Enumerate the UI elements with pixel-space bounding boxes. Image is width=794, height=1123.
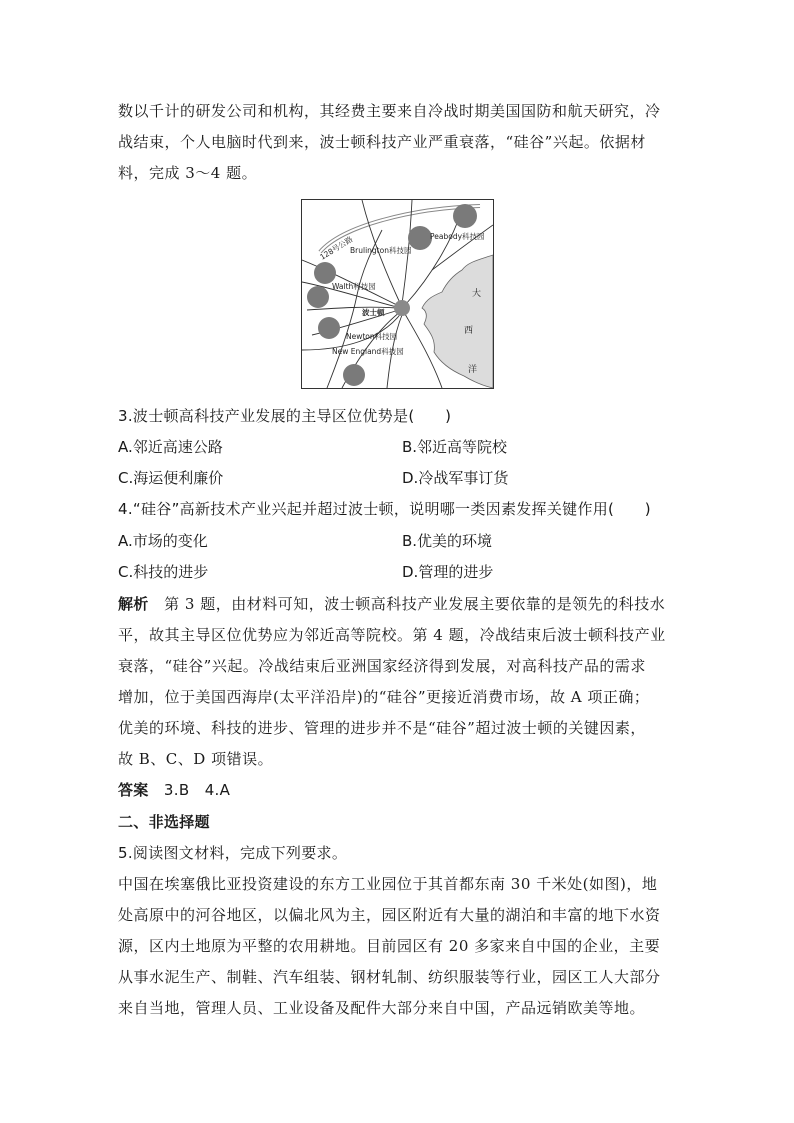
analysis-line-1	[118, 593, 665, 614]
q3-option-c: C.海运便利廉价	[118, 469, 224, 487]
boston-tech-park-map	[301, 199, 494, 389]
label-highway: 128号公路	[318, 234, 355, 262]
q3-option-a: A.邻近高速公路	[118, 438, 223, 456]
label-ocean-3: 洋	[468, 365, 478, 375]
label-peabody: Peabody科技园	[430, 232, 485, 241]
analysis-text-1: 第 3 题，由材料可知，波士顿高科技产业发展主要依靠的是领先的科技水	[148, 595, 666, 613]
label-newton: Newton科技园	[346, 332, 398, 341]
analysis-line-5: 优美的环境、科技的进步、管理的进步并不是“硅谷”超过波士顿的关键因素，	[118, 719, 646, 737]
analysis-line-3: 衰落，“硅谷”兴起。冷战结束后亚洲国家经济得到发展，对高科技产品的需求	[118, 657, 646, 675]
q4-stem: 4.“硅谷”高新技术产业兴起并超过波士顿，说明哪一类因素发挥关键作用( )	[118, 500, 651, 518]
boston-city-dot	[394, 300, 410, 316]
q5-material-line-4: 从事水泥生产、制鞋、汽车组装、钢材轧制、纺织服装等行业，园区工人大部分	[118, 968, 661, 986]
label-brulington: Brulington科技园	[350, 246, 412, 255]
q5-material-line-3: 源，区内土地原为平整的农用耕地。目前园区有 20 多家来自中国的企业，主要	[118, 937, 661, 955]
q5-material-line-1: 中国在埃塞俄比亚投资建设的东方工业园位于其首都东南 30 千米处(如图)，地	[118, 875, 658, 893]
answer-line	[118, 779, 230, 800]
label-ocean-2: 西	[464, 326, 474, 336]
map-drawing	[302, 200, 493, 388]
label-boston: 波士顿	[362, 308, 385, 317]
analysis-line-4: 增加，位于美国西海岸(太平洋沿岸)的“硅谷”更接近消费市场，故 A 项正确；	[118, 688, 650, 706]
q3-option-d: D.冷战军事订货	[402, 469, 509, 487]
ocean-area	[422, 255, 493, 388]
label-newengland: New England科技园	[332, 347, 404, 356]
label-walth: Walth科技园	[332, 282, 376, 291]
answer-value: 3.B 4.A	[148, 781, 231, 799]
q5-material-line-2: 处高原中的河谷地区，以偏北风为主，园区附近有大量的湖泊和丰富的地下水资	[118, 906, 661, 924]
intro-line-2: 战结束，个人电脑时代到来，波士顿科技产业严重衰落，“硅谷”兴起。依据材	[118, 133, 646, 151]
analysis-label: 解析	[118, 595, 149, 613]
intro-line-3: 料，完成 3～4 题。	[118, 164, 258, 182]
analysis-line-6: 故 B、C、D 项错误。	[118, 750, 274, 768]
section-heading: 二、非选择题	[118, 813, 210, 831]
q5-material-line-5: 来自当地，管理人员、工业设备及配件大部分来自中国，产品远销欧美等地。	[118, 999, 646, 1017]
q4-option-a: A.市场的变化	[118, 532, 208, 550]
analysis-line-2: 平，故其主导区位优势应为邻近高等院校。第 4 题，冷战结束后波士顿科技产业	[118, 626, 666, 644]
q3-option-b: B.邻近高等院校	[402, 438, 508, 456]
label-ocean-1: 大	[472, 289, 482, 299]
q4-option-c: C.科技的进步	[118, 563, 209, 581]
q5-stem: 5.阅读图文材料，完成下列要求。	[118, 844, 348, 862]
q3-stem: 3.波士顿高科技产业发展的主导区位优势是( )	[118, 407, 452, 425]
answer-label: 答案	[118, 781, 149, 799]
intro-line-1: 数以千计的研发公司和机构，其经费主要来自冷战时期美国国防和航天研究，冷	[118, 102, 661, 120]
q4-option-d: D.管理的进步	[402, 563, 494, 581]
q4-option-b: B.优美的环境	[402, 532, 493, 550]
